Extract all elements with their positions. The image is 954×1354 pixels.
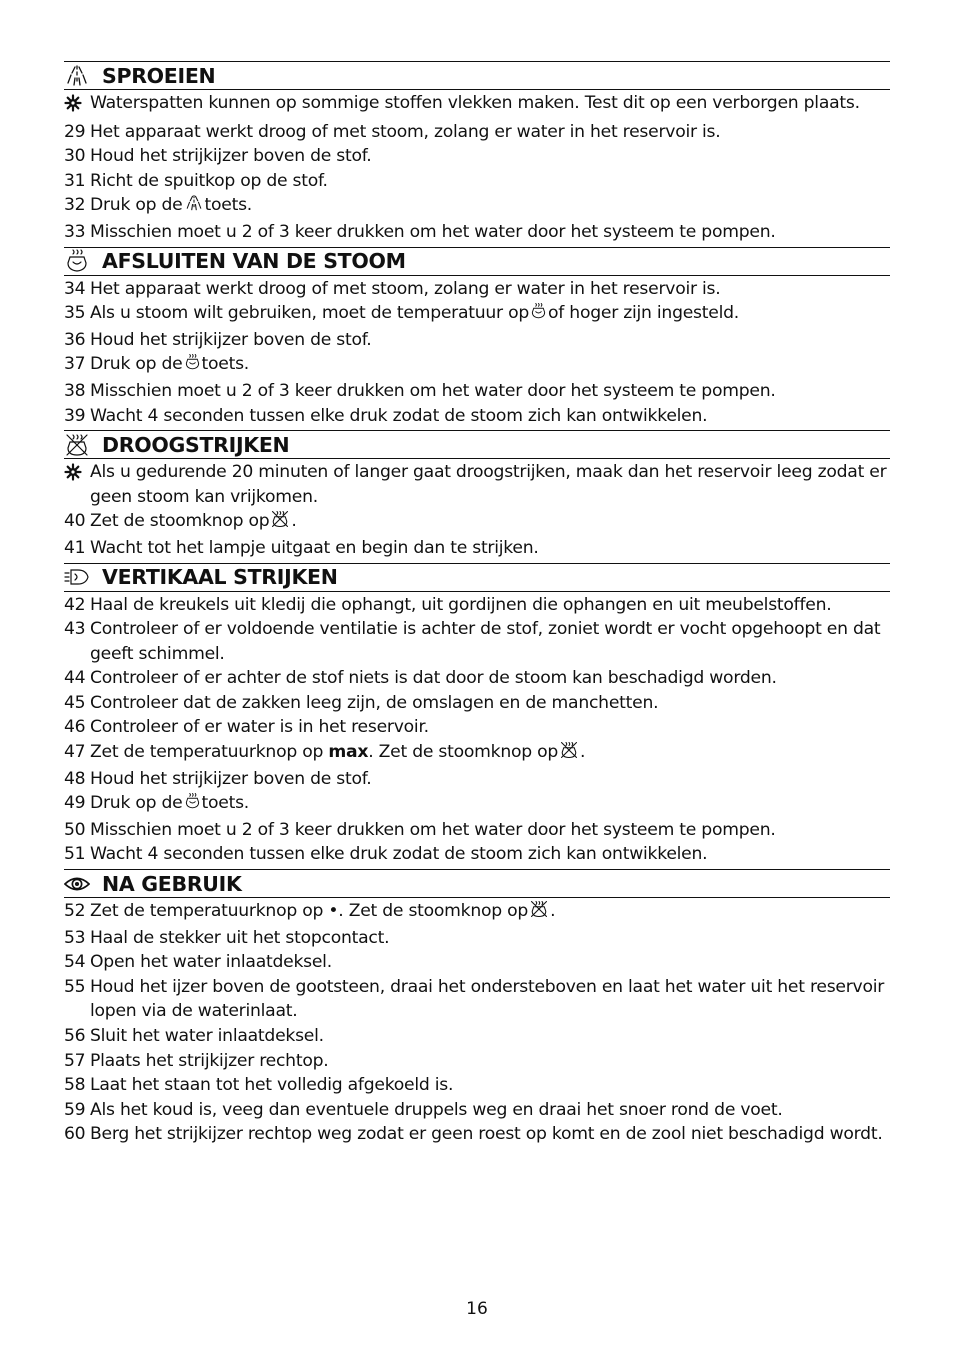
item-number: 55 xyxy=(64,976,86,997)
warning-icon xyxy=(64,93,84,113)
item-number: 49 xyxy=(64,793,86,814)
no-steam-icon xyxy=(560,741,578,767)
item-number: 44 xyxy=(64,668,86,689)
steam-shot-icon xyxy=(531,302,546,328)
eye-icon xyxy=(64,871,90,897)
item-number: 31 xyxy=(64,170,86,191)
item-number: 33 xyxy=(64,221,86,242)
section-afsluiten-van-de-stoom xyxy=(64,247,890,431)
temperature-dot: • xyxy=(328,901,339,922)
item-number: 57 xyxy=(64,1050,86,1071)
item-text-post: . xyxy=(291,511,297,532)
item-text-post: toets. xyxy=(201,354,249,375)
item-text: Waterspatten kunnen op sommige stoffen vlekken maken. Test dit op een verborgen plaats. xyxy=(90,93,860,113)
item-number: 46 xyxy=(64,717,86,738)
list-item xyxy=(64,593,890,618)
list-item xyxy=(64,1098,890,1123)
item-number: 41 xyxy=(64,537,86,558)
list-item xyxy=(64,328,890,353)
item-number: 34 xyxy=(64,278,86,299)
item-text: Controleer of er water is in het reservoir. xyxy=(90,717,429,738)
spray-icon xyxy=(64,63,90,89)
list-item xyxy=(64,926,890,951)
item-text: Zet de temperatuurknop op xyxy=(90,742,324,763)
list-item xyxy=(64,301,890,328)
item-text-post: of hoger zijn ingesteld. xyxy=(548,303,739,324)
item-text: Zet de temperatuurknop op xyxy=(90,901,324,922)
item-number: 51 xyxy=(64,844,86,865)
list-item xyxy=(64,144,890,169)
item-text: Controleer of er voldoende ventilatie is achter de stof, zoniet wordt er vocht opgehoopt en dat geeft schimmel. xyxy=(90,619,881,664)
item-text: Misschien moet u 2 of 3 keer drukken om het water door het systeem te pompen. xyxy=(90,819,776,840)
section-na-gebruik xyxy=(64,869,890,1149)
item-number: 50 xyxy=(64,819,86,840)
section-title: SPROEIEN xyxy=(102,63,216,88)
item-text: Als u gedurende 20 minuten of langer gaat droogstrijken, maak dan het reservoir leeg zodat er geen stoom kan vrijkomen. xyxy=(90,462,887,507)
list-item xyxy=(64,1073,890,1098)
item-text-post: . xyxy=(550,901,556,922)
item-text: Als het koud is, veeg dan eventuele druppels weg en draai het snoer rond de voet. xyxy=(90,1099,783,1120)
item-number: 59 xyxy=(64,1099,86,1120)
item-text-bold: max xyxy=(328,742,369,763)
item-number: 36 xyxy=(64,329,86,350)
item-text: Richt de spuitkop op de stof. xyxy=(90,170,328,191)
item-number: 53 xyxy=(64,927,86,948)
item-text: Houd het strijkijzer boven de stof. xyxy=(90,146,372,167)
list-item xyxy=(64,120,890,145)
item-text: Druk op de xyxy=(90,195,183,216)
no-steam-icon xyxy=(64,432,90,458)
item-number: 52 xyxy=(64,901,86,922)
item-text: Controleer dat de zakken leeg zijn, de omslagen en de manchetten. xyxy=(90,692,659,713)
item-number: 58 xyxy=(64,1075,86,1096)
item-text: Als u stoom wilt gebruiken, moet de temperatuur op xyxy=(90,303,530,324)
item-text: Open het water inlaatdeksel. xyxy=(90,952,332,973)
item-text: Zet de stoomknop op xyxy=(90,511,270,532)
steam-shot-icon xyxy=(64,248,90,274)
spray-icon xyxy=(185,194,203,220)
section-vertikaal-strijken xyxy=(64,563,890,870)
item-text: Houd het ijzer boven de gootsteen, draai het ondersteboven en laat het water uit het reservoir lopen via de waterinlaat. xyxy=(90,976,885,1022)
item-text: Wacht 4 seconden tussen elke druk zodat de stoom zich kan ontwikkelen. xyxy=(90,405,708,426)
section-title: NA GEBRUIK xyxy=(102,871,242,896)
item-text: Laat het staan tot het volledig afgekoeld is. xyxy=(90,1075,454,1096)
list-item xyxy=(64,666,890,691)
item-text: Wacht tot het lampje uitgaat en begin dan te strijken. xyxy=(90,537,539,558)
section-sproeien xyxy=(64,61,890,247)
list-item xyxy=(64,193,890,220)
item-text-post: . xyxy=(580,742,586,763)
section-title: DROOGSTRIJKEN xyxy=(102,432,290,457)
section-header xyxy=(64,869,890,898)
page-number: 16 xyxy=(466,1299,488,1319)
item-number: 54 xyxy=(64,952,86,973)
list-item xyxy=(64,791,890,818)
list-item xyxy=(64,460,890,509)
list-item xyxy=(64,617,890,666)
item-number: 38 xyxy=(64,380,86,401)
section-title: VERTIKAAL STRIJKEN xyxy=(102,565,338,589)
item-number: 48 xyxy=(64,768,86,789)
item-number: 45 xyxy=(64,692,86,713)
item-number: 56 xyxy=(64,1026,86,1046)
item-text: Berg het strijkijzer rechtop weg zodat er geen roest op komt en de zool niet beschadigd wordt. xyxy=(90,1124,883,1145)
item-number: 35 xyxy=(64,303,86,324)
list-item xyxy=(64,509,890,536)
section-droogstrijken xyxy=(64,430,890,562)
list-item xyxy=(64,842,890,867)
item-text: Druk op de xyxy=(90,793,183,814)
item-text: Plaats het strijkijzer rechtop. xyxy=(90,1050,329,1071)
no-steam-icon xyxy=(271,510,289,536)
item-text: Houd het strijkijzer boven de stof. xyxy=(90,768,372,789)
item-number: 60 xyxy=(64,1124,86,1145)
item-text: Haal de stekker uit het stopcontact. xyxy=(90,927,390,948)
list-item xyxy=(64,404,890,429)
item-number: 29 xyxy=(64,121,86,142)
list-item xyxy=(64,277,890,302)
list-item xyxy=(64,352,890,379)
list-item xyxy=(64,169,890,194)
list-item xyxy=(64,691,890,716)
list-item xyxy=(64,536,890,561)
list-item xyxy=(64,899,890,926)
item-text-mid: . Zet de stoomknop op xyxy=(368,742,559,763)
steam-shot-icon xyxy=(185,353,200,379)
section-header xyxy=(64,247,890,276)
item-text: Misschien moet u 2 of 3 keer drukken om het water door het systeem te pompen. xyxy=(90,221,776,242)
list-item xyxy=(64,975,890,1024)
warning-icon xyxy=(64,462,84,482)
vertical-steam-icon xyxy=(64,564,90,590)
item-number: 37 xyxy=(64,354,86,375)
list-item xyxy=(64,818,890,843)
list-item xyxy=(64,1122,890,1147)
item-text: Haal de kreukels uit kledij die ophangt, uit gordijnen die ophangen en uit meubelstoffen. xyxy=(90,594,832,615)
list-item xyxy=(64,767,890,792)
item-text: Houd het strijkijzer boven de stof. xyxy=(90,329,372,350)
item-text-post: toets. xyxy=(204,195,252,216)
item-number: 43 xyxy=(64,619,86,640)
section-header xyxy=(64,61,890,90)
section-header xyxy=(64,430,890,459)
item-text-post: toets. xyxy=(201,793,249,814)
list-item xyxy=(64,91,890,120)
list-item xyxy=(64,379,890,404)
item-number: 42 xyxy=(64,594,86,615)
list-item xyxy=(64,1049,890,1074)
item-text: Wacht 4 seconden tussen elke druk zodat de stoom zich kan ontwikkelen. xyxy=(90,844,708,865)
list-item xyxy=(64,715,890,740)
item-number: 40 xyxy=(64,511,86,532)
steam-shot-icon xyxy=(185,792,200,818)
section-header xyxy=(64,563,890,592)
list-item xyxy=(64,220,890,245)
item-number: 30 xyxy=(64,146,86,167)
section-title: AFSLUITEN VAN DE STOOM xyxy=(102,249,406,274)
list-item xyxy=(64,740,890,767)
manual-page xyxy=(64,61,890,1149)
list-item xyxy=(64,1024,890,1049)
item-text: Druk op de xyxy=(90,354,183,375)
item-text: Controleer of er achter de stof niets is dat door de stoom kan beschadigd worden. xyxy=(90,668,777,689)
item-text: Het apparaat werkt droog of met stoom, zolang er water in het reservoir is. xyxy=(90,121,721,142)
no-steam-icon xyxy=(530,900,548,926)
item-number: 47 xyxy=(64,742,86,763)
item-text-mid: . Zet de stoomknop op xyxy=(338,901,529,922)
item-text: Het apparaat werkt droog of met stoom, zolang er water in het reservoir is. xyxy=(90,278,721,299)
item-number: 32 xyxy=(64,195,86,216)
item-number: 39 xyxy=(64,405,86,426)
list-item xyxy=(64,950,890,975)
item-text: Misschien moet u 2 of 3 keer drukken om het water door het systeem te pompen. xyxy=(90,380,776,401)
item-text: Sluit het water inlaatdeksel. xyxy=(90,1026,324,1046)
